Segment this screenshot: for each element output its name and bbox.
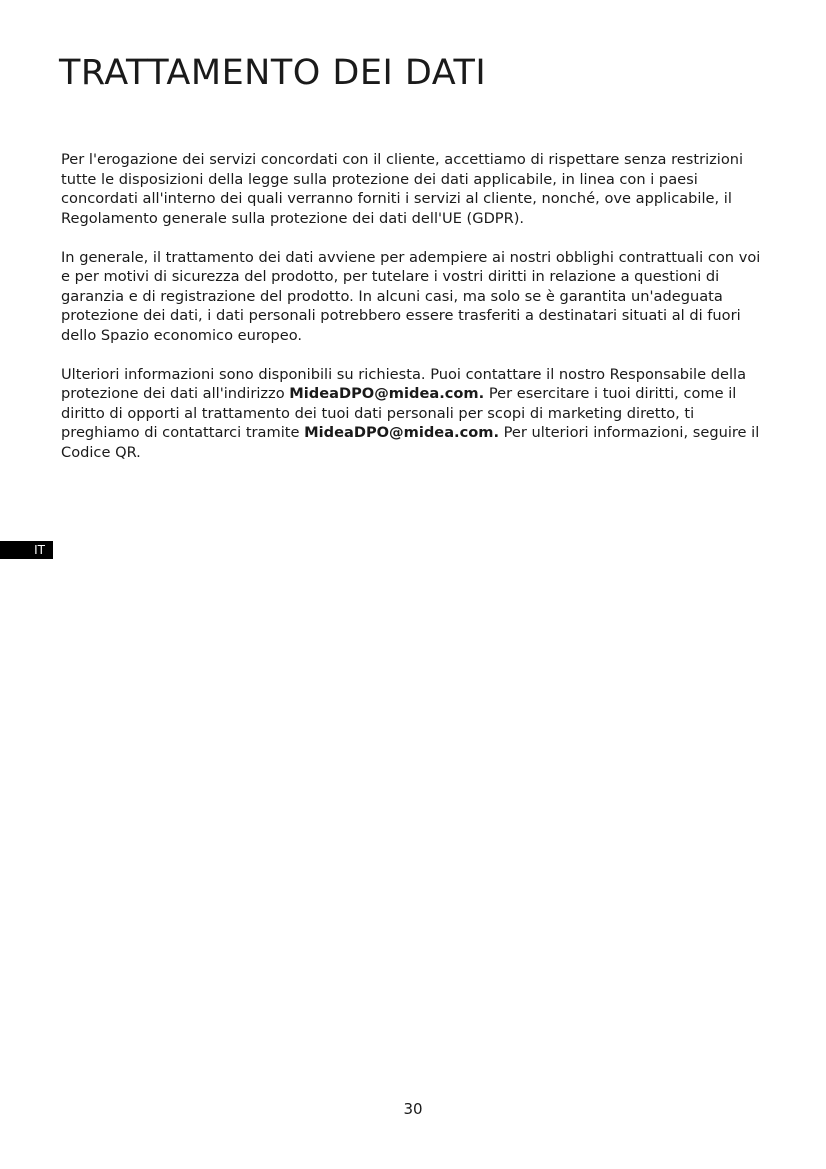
contact-text-part3: Per ulteriori informazioni, seguire il Codice QR. (61, 424, 760, 461)
paragraph-intro: Per l'erogazione dei servizi concordati con il cliente, accettiamo di rispettare senza restrizioni tutte le disposizioni della legge sulla protezione dei dati applicabile, in linea con i paesi concordati all'interno dei quali verranno forniti i servizi al cliente, nonché, ove applicabile, il Regolamento generale sulla protezione dei dati dell'UE (GDPR). (61, 151, 744, 227)
page-number: 30 (403, 1100, 423, 1118)
dpo-email-link-1[interactable]: MideaDPO@midea.com. (289, 385, 485, 402)
page-title: TRATTAMENTO DEI DATI (59, 53, 487, 93)
paragraph-contact (61, 365, 761, 463)
dpo-email-link-2[interactable]: MideaDPO@midea.com. (304, 424, 500, 441)
language-tab: IT (0, 541, 53, 559)
contact-text-part1: Ulteriori informazioni sono disponibili su richiesta. Puoi contattare il nostro Responsabile della protezione dei dati all'indirizzo (61, 365, 747, 402)
paragraph-general: In generale, il trattamento dei dati avviene per adempiere ai nostri obblighi contrattuali con voi e per motivi di sicurezza del prodotto, per tutelare i vostri diritti in relazione a questioni di garanzia e di registrazione del prodotto. In alcuni casi, ma solo se è garantita un'adeguata protezione dei dati, i dati personali potrebbero essere trasferiti a destinatari situati al di fuori dello Spazio economico europeo. (61, 248, 761, 344)
contact-text-part2: Per esercitare i tuoi diritti, come il diritto di opporti al trattamento dei tuoi dati personali per scopi di marketing diretto, ti preghiamo di contattarci tramite (61, 385, 737, 441)
body-text (61, 150, 761, 482)
